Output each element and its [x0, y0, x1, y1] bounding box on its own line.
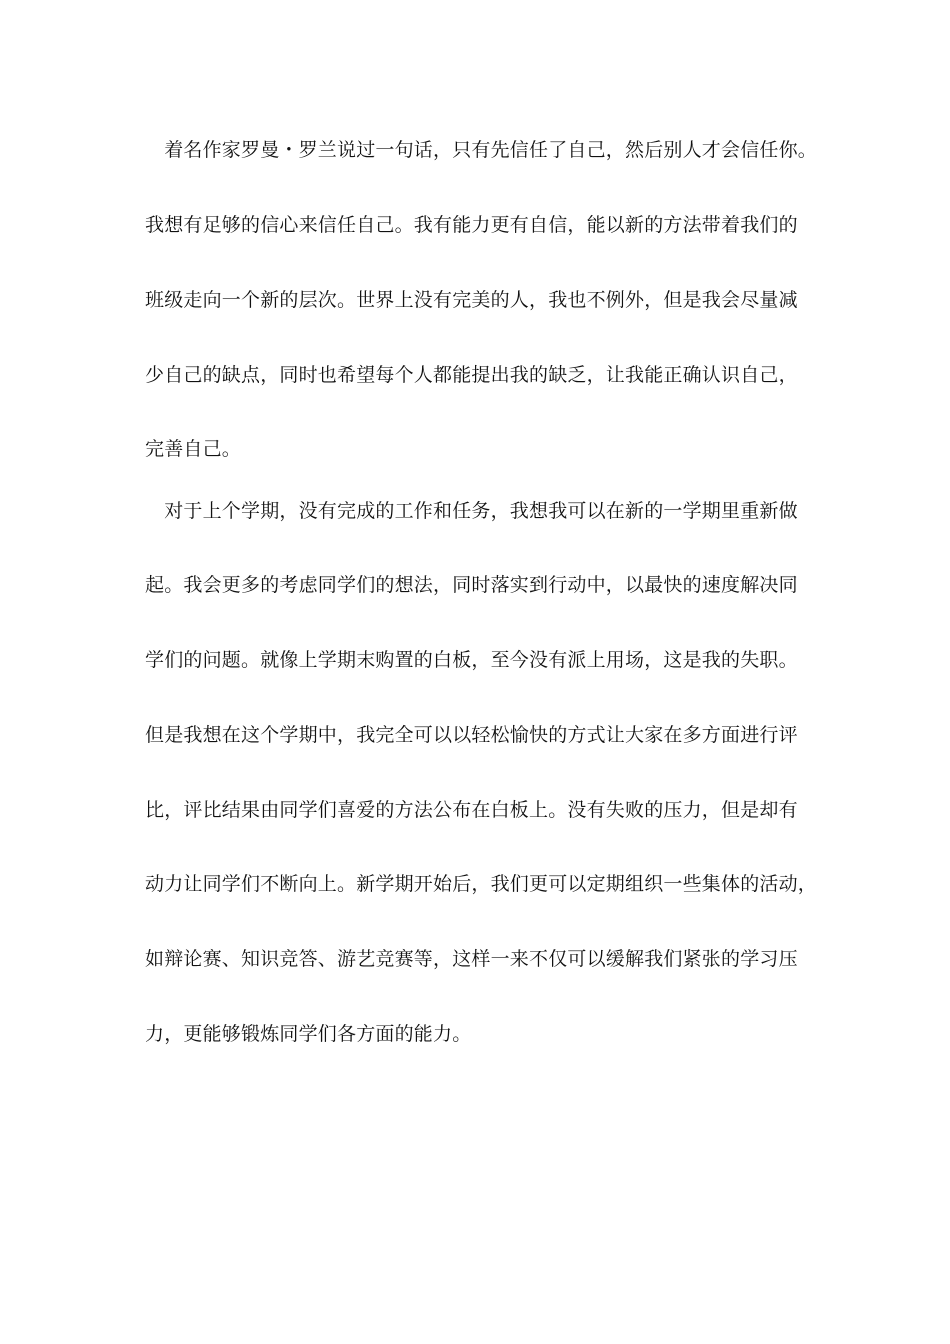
- paragraph-2-line-2: 起。我会更多的考虑同学们的想法，同时落实到行动中，以最快的速度解决同: [145, 574, 798, 596]
- paragraph-1-line-4: 少自己的缺点，同时也希望每个人都能提出我的缺乏，让我能正确认识自己，: [145, 364, 798, 386]
- paragraph-2-line-4: 但是我想在这个学期中，我完全可以以轻松愉快的方式让大家在多方面进行评: [145, 724, 798, 746]
- paragraph-2-line-6: 动力让同学们不断向上。新学期开始后，我们更可以定期组织一些集体的活动，: [145, 873, 818, 895]
- paragraph-2-line-3: 学们的问题。就像上学期末购置的白板，至今没有派上用场，这是我的失职。: [145, 649, 798, 671]
- paragraph-2-line-7: 如辩论赛、知识竞答、游艺竞赛等，这样一来不仅可以缓解我们紧张的学习压: [145, 948, 798, 970]
- paragraph-1-line-2: 我想有足够的信心来信任自己。我有能力更有自信，能以新的方法带着我们的: [145, 214, 798, 236]
- paragraph-1-line-3: 班级走向一个新的层次。世界上没有完美的人，我也不例外，但是我会尽量减: [145, 289, 798, 311]
- paragraph-2-line-8: 力，更能够锻炼同学们各方面的能力。: [145, 1023, 472, 1045]
- paragraph-2-line-5: 比，评比结果由同学们喜爱的方法公布在白板上。没有失败的压力，但是却有: [145, 799, 798, 821]
- paragraph-2-line-1: 对于上个学期，没有完成的工作和任务，我想我可以在新的一学期里重新做: [145, 500, 798, 522]
- paragraph-1-line-5: 完善自己。: [145, 438, 242, 460]
- paragraph-1-line-1: 着名作家罗曼・罗兰说过一句话，只有先信任了自己，然后别人才会信任你。: [145, 139, 818, 161]
